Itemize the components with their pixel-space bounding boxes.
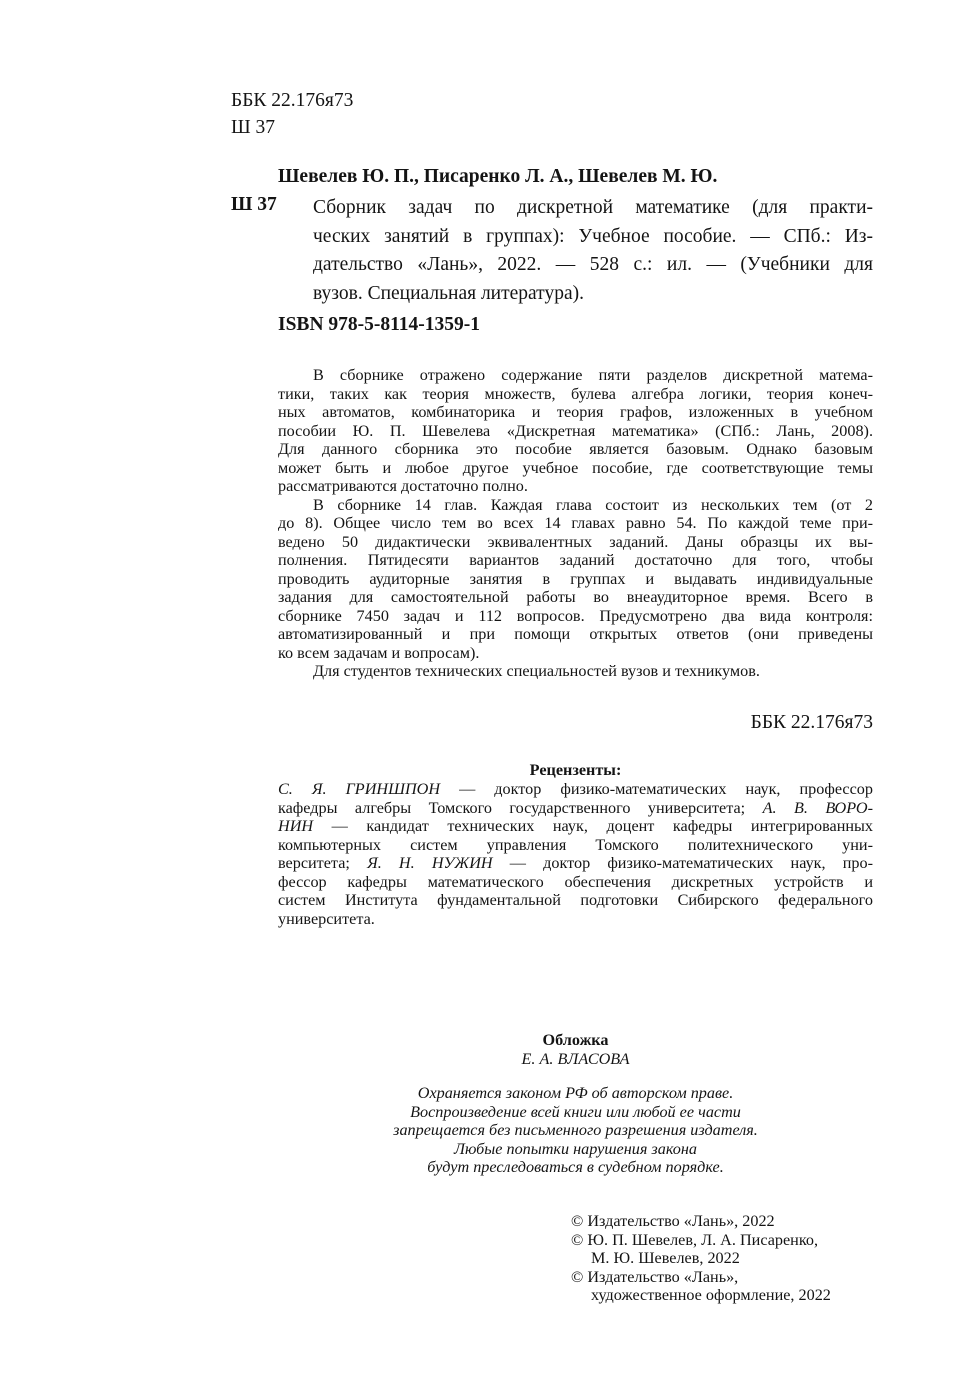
abstract-line: Для студентов технических специальностей вузов и техникумов. xyxy=(313,662,760,680)
abstract-line: сборнике 7450 задач и 112 вопросов. Предусмотрено два вида контроля: xyxy=(278,606,873,625)
cover-credit xyxy=(278,1031,873,1068)
abstract-line: ных автоматов, комбинаторика и теория графов, изложенных в учебном xyxy=(278,403,873,421)
copyright-line: М. Ю. Шевелев, 2022 xyxy=(591,1249,740,1267)
abstract-line: В сборнике отражено содержание пяти разделов дискретной матема- xyxy=(313,366,873,384)
cover-title: Обложка xyxy=(542,1031,609,1049)
authors: Шевелев Ю. П., Писаренко Л. А., Шевелев М. Ю. xyxy=(278,166,718,187)
abstract-line: может быть и любое другое учебное пособие, где соответствующие темы xyxy=(278,458,873,477)
reviewers-line: С. Я. ГРИНШПОН — доктор физико-математических наук, профессор xyxy=(278,780,873,798)
abstract-line: задания для самостоятельной работы во внеаудиторное время. Всего в xyxy=(278,588,873,606)
abstract-line: полнения. Пятидесяти вариантов заданий достаточно для того, чтобы xyxy=(278,551,873,569)
abstract-line: ведено 50 дидактически эквивалентных заданий. Даны образцы их вы- xyxy=(278,532,873,551)
abstract-line: до 8). Общее число тем во всех 14 главах равно 54. По каждой теме при- xyxy=(278,514,873,532)
reviewers-line: верситета; Я. Н. НУЖИН — доктор физико-математических наук, про- xyxy=(278,854,873,872)
notice-line: Охраняется законом РФ об авторском праве. xyxy=(417,1084,734,1102)
author-mark-top: Ш 37 xyxy=(231,117,276,138)
bbk-code-bottom: ББК 22.176я73 xyxy=(750,712,873,733)
bbk-code-top: ББК 22.176я73 xyxy=(231,90,354,111)
abstract xyxy=(278,366,873,681)
reviewer-name: НИН xyxy=(278,817,314,835)
reviewers-line: компьютерных систем управления Томского политехнического уни- xyxy=(278,835,873,854)
abstract-line: автоматизированный и при помощи открытых ответов (они приведены xyxy=(278,625,873,643)
copyright-notice xyxy=(278,1084,873,1177)
reviewers-line: университета. xyxy=(278,909,375,928)
reviewers-line: НИН — кандидат технических наук, доцент кафедры интегрированных xyxy=(278,817,873,835)
reviewer-name: Я. Н. НУЖИН xyxy=(367,854,493,872)
reviewers-line: фессор кафедры математического обеспечения дискретных устройств и xyxy=(278,872,873,891)
bib-description xyxy=(313,194,873,308)
reviewers-line: систем Института фундаментальной подготовки Сибирского федерального xyxy=(278,891,873,909)
reviewer-name: С. Я. ГРИНШПОН xyxy=(278,780,441,798)
abstract-line: Для данного сборника это пособие является базовым. Однако базовым xyxy=(278,440,873,458)
notice-line: Воспроизведение всей книги или любой ее части xyxy=(410,1102,741,1121)
copyright-line: © Издательство «Лань», xyxy=(571,1267,739,1286)
bib-line: Сборник задач по дискретной математике (для практи- xyxy=(313,197,873,218)
abstract-line: В сборнике 14 глав. Каждая глава состоит из нескольких тем (от 2 xyxy=(313,495,873,514)
abstract-line: рассматриваются достаточно полно. xyxy=(278,477,528,495)
abstract-line: ко всем задачам и вопросам). xyxy=(278,643,480,662)
abstract-line: тики, таких как теория множеств, булева алгебра логики, теория конеч- xyxy=(278,384,873,403)
reviewers-title: Рецензенты: xyxy=(529,761,622,779)
abstract-line: проводить аудиторные занятия в группах и выдавать индивидуальные xyxy=(278,569,873,588)
reviewer-name: А. В. ВОРО- xyxy=(762,798,873,817)
abstract-line: пособии Ю. П. Шевелева «Дискретная математика» (СПб.: Лань, 2008). xyxy=(278,421,873,440)
copyrights xyxy=(571,1212,891,1305)
isbn: ISBN 978-5-8114-1359-1 xyxy=(278,314,481,335)
bib-line: вузов. Специальная литература). xyxy=(313,282,584,304)
copyright-line: © Издательство «Лань», 2022 xyxy=(571,1212,775,1230)
reviewers-line: кафедры алгебры Томского государственного университета; А. В. ВОРО- xyxy=(278,798,873,817)
author-mark: Ш 37 xyxy=(231,194,277,215)
copyright-line: художественное оформление, 2022 xyxy=(591,1286,831,1304)
notice-line: Любые попытки нарушения закона xyxy=(453,1139,698,1158)
notice-line: будут преследоваться в судебном порядке. xyxy=(427,1158,724,1176)
bib-line: дательство «Лань», 2022. — 528 с.: ил. — (Учебники для xyxy=(313,254,873,275)
copyright-line: © Ю. П. Шевелев, Л. А. Писаренко, xyxy=(571,1230,819,1249)
notice-line: запрещается без письменного разрешения издателя. xyxy=(393,1121,758,1139)
bib-line: ческих занятий в группах): Учебное пособие. — СПб.: Из- xyxy=(313,225,873,247)
cover-designer: Е. А. ВЛАСОВА xyxy=(521,1049,630,1068)
reviewers-text xyxy=(278,780,873,928)
